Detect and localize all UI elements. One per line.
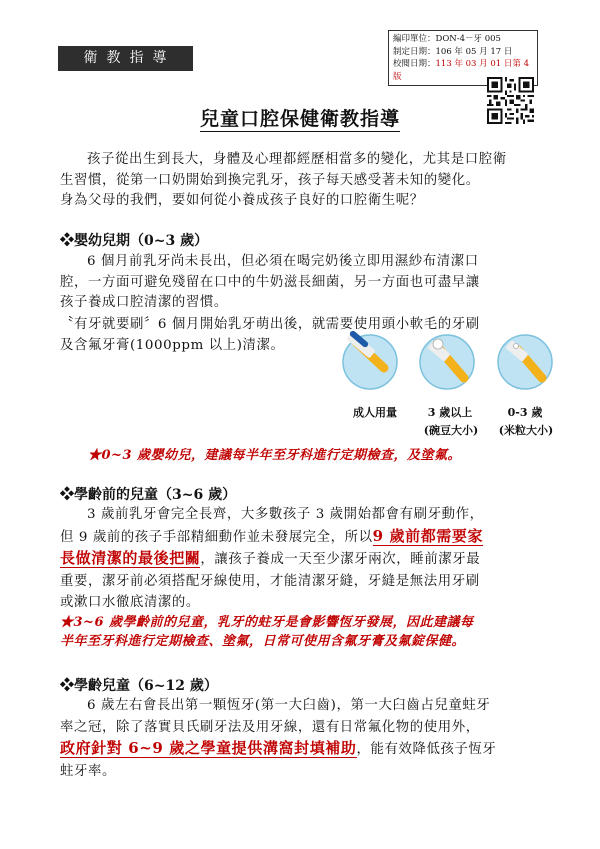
label-age0-3: 0-3 歲 bbox=[507, 406, 543, 419]
intro-paragraph: 孩子從出生到長大，身體及心理都經歷相當多的變化，尤其是口腔衛 生習慣，從第一口奶開始到換完乳牙，孩子每天感受著未知的變化。 身為父母的我們，要如何從小養成孩子良好的口腔衛生呢？ bbox=[60, 152, 507, 208]
label-age3: 3 歲以上 bbox=[427, 406, 473, 419]
toothbrush-age0-3-icon bbox=[498, 335, 552, 389]
preschool-paragraph: 3 歲前乳牙會完全長齊，大多數孩子 3 歲開始都會有刷牙動作， 但 9 歲前的孩子手部精細動作並未發展完全，所以9 歲前都需要家 長做清潔的最後把關，讓孩子養成一天至少潔牙兩次，睡前潔牙最 重要，潔牙前必須搭配牙線使用，才能清潔牙縫，牙縫是無法用牙刷 或漱口水徹底清潔的。 bbox=[60, 507, 484, 610]
section-heading-preschool: ❖學齡前的兒童（3~6 歲） bbox=[60, 487, 237, 503]
infant-paragraph-1: 6 個月前乳牙尚未長出，但必須在喝完奶後立即用濕紗布清潔口 腔，一方面可避免殘留在口中的牛奶滋長細菌，另一方面也可盡早讓 孩子養成口腔清潔的習慣。 bbox=[60, 254, 480, 310]
toothbrush-age3-icon bbox=[420, 335, 474, 389]
infant-paragraph-2: 〝有牙就要刷〞6 個月開始乳牙萌出後，就需要使用頭小軟毛的牙刷 及含氟牙膏(1000ppm 以上)清潔。 bbox=[60, 317, 480, 353]
label-adult: 成人用量 bbox=[353, 406, 397, 419]
highlight-parent-check: 9 歲前都需要家 bbox=[372, 526, 484, 545]
preschool-note: ★3~6 歲學齡前的兒童，乳牙的蛀牙是會影響恆牙發展，因此建議每 半年至牙科進行定期檢查、塗氟，日常可使用含氟牙膏及氟錠保健。 bbox=[60, 615, 474, 649]
school-paragraph: 6 歲左右會長出第一顆恆牙(第一大臼齒)，第一大臼齒占兒童蛀牙 率之冠，除了落實貝氏刷牙法及用牙線，還有日常氟化物的使用外， 政府針對 6~9 歲之學童提供溝窩封填補助，能有效降低孩子恆牙 蛀牙率。 bbox=[60, 698, 497, 779]
label-age3-size: (碗豆大小) bbox=[423, 424, 479, 437]
infant-note: ★0~3 歲嬰幼兒，建議每半年至牙科進行定期檢查，及塗氟。 bbox=[88, 448, 462, 463]
highlight-parent-check-2: 長做清潔的最後把關 bbox=[60, 549, 201, 567]
highlight-sealant-subsidy: 政府針對 6~9 歲之學童提供溝窩封填補助 bbox=[60, 739, 357, 757]
meta-review-date: 校閱日期：113 年 03 月 01 日第 4 版 bbox=[393, 59, 529, 82]
section-heading-school: ❖學齡兒童（6~12 歲） bbox=[60, 678, 218, 694]
page-title: 兒童口腔保健衛教指導 bbox=[199, 108, 400, 130]
header-tab: 衛教指導 bbox=[58, 46, 193, 71]
label-age0-3-size: (米粒大小) bbox=[498, 424, 554, 437]
toothpaste-amount-illustration bbox=[340, 330, 555, 390]
toothbrush-adult-icon bbox=[343, 330, 397, 389]
meta-unit: 編印單位：DON-4－牙 005 bbox=[393, 34, 501, 44]
section-heading-infant: ❖嬰幼兒期（0~3 歲） bbox=[60, 233, 209, 249]
meta-created-date: 制定日期：106 年 05 月 17 日 bbox=[393, 46, 513, 57]
